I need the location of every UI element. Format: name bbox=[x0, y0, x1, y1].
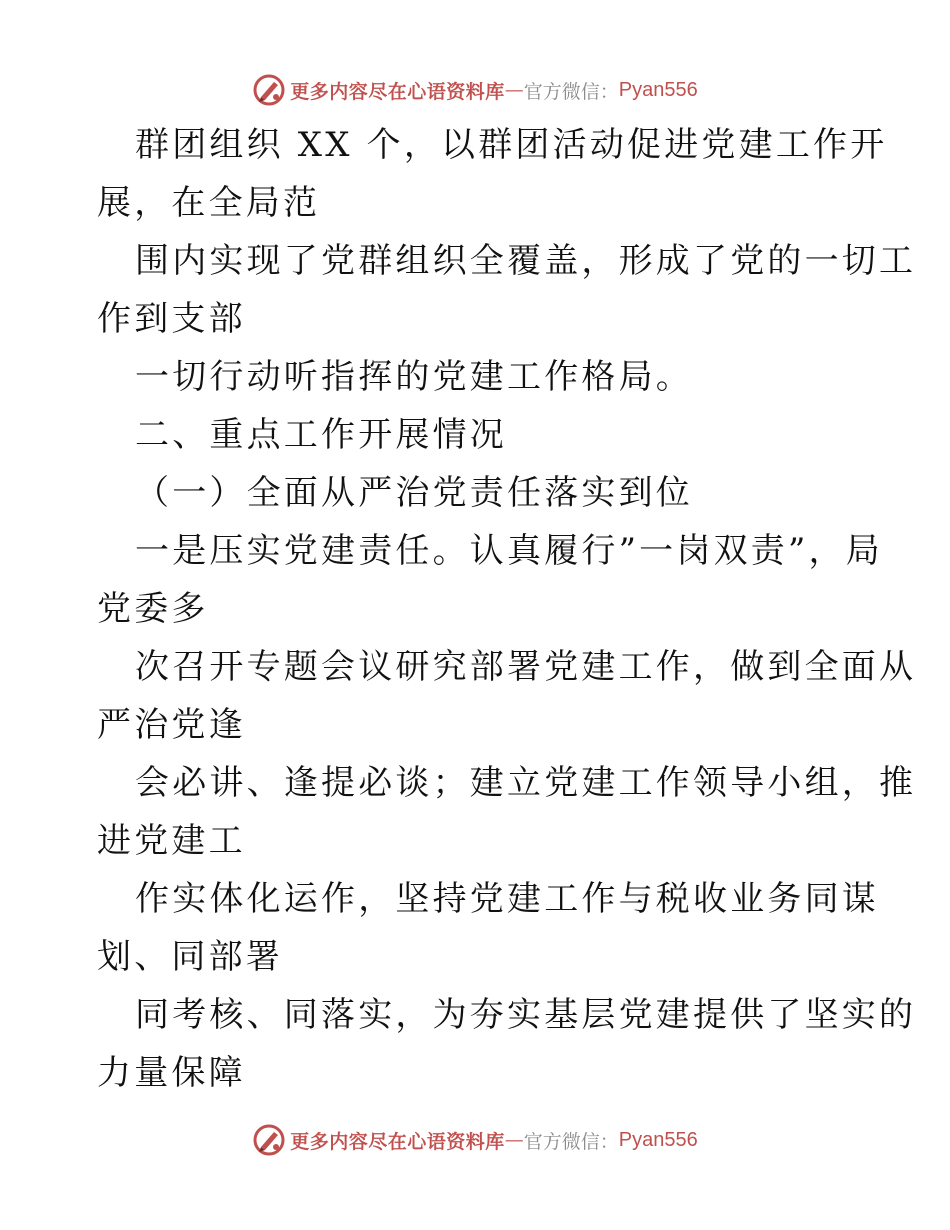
body-line: 作实体化运作，坚持党建工作与税收业务同谋 bbox=[135, 879, 879, 919]
watermark-dash: — bbox=[504, 1129, 524, 1151]
body-line: 作到支部 bbox=[97, 299, 246, 339]
body-line: 会必讲、逢提必谈；建立党建工作领导小组，推 bbox=[135, 763, 917, 803]
body-line: 党委多 bbox=[97, 589, 209, 629]
body-line: 严治党逢 bbox=[97, 705, 246, 745]
watermark-dash: — bbox=[504, 79, 524, 101]
document-body bbox=[97, 116, 917, 1102]
watermark-label: 官方微信： bbox=[523, 1130, 619, 1153]
body-line: 同考核、同落实，为夯实基层党建提供了坚实的 bbox=[135, 995, 917, 1035]
body-line: 围内实现了党群组织全覆盖，形成了党的一切工 bbox=[135, 241, 917, 281]
watermark-id: Pyan556 bbox=[618, 1128, 698, 1151]
body-line: （一）全面从严治党责任落实到位 bbox=[135, 473, 693, 513]
watermark-id: Pyan556 bbox=[618, 78, 698, 101]
pen-logo-icon bbox=[252, 1123, 286, 1157]
body-line: 一是压实党建责任。认真履行”一岗双责”，局 bbox=[135, 531, 883, 571]
footer-watermark bbox=[0, 1120, 950, 1160]
watermark-label: 官方微信： bbox=[523, 80, 619, 103]
body-line: 划、同部署 bbox=[97, 937, 283, 977]
body-line: 二、重点工作开展情况 bbox=[135, 415, 507, 455]
body-line: 力量保障 bbox=[97, 1053, 246, 1093]
body-line: 次召开专题会议研究部署党建工作，做到全面从 bbox=[135, 647, 917, 687]
body-line: 进党建工 bbox=[97, 821, 246, 861]
body-line: 群团组织 XX 个，以群团活动促进党建工作开 bbox=[135, 125, 888, 165]
pen-logo-icon bbox=[252, 73, 286, 107]
body-line: 展，在全局范 bbox=[97, 183, 321, 223]
body-line: 一切行动听指挥的党建工作格局。 bbox=[135, 357, 693, 397]
header-watermark bbox=[0, 70, 950, 110]
watermark-text: 更多内容尽在心语资料库 bbox=[290, 1130, 505, 1153]
watermark-text: 更多内容尽在心语资料库 bbox=[290, 80, 505, 103]
